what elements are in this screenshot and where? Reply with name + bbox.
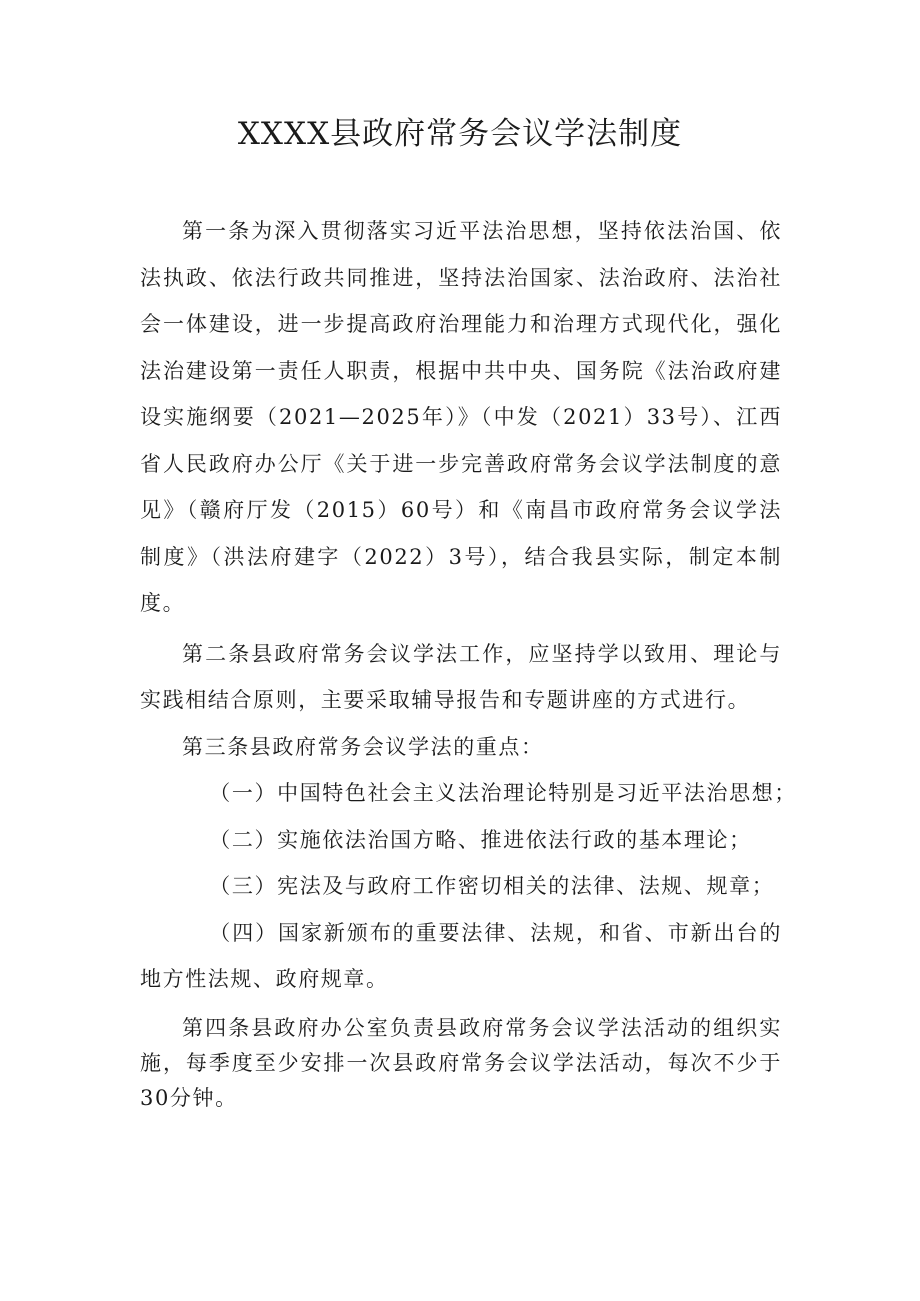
article-3: 第三条县政府常务会议学法的重点： (182, 734, 544, 759)
article-1: 第一条为深入贯彻落实习近平法治思想，坚持依法治国、依法执政、依法行政共同推进，坚持法治国家、法治政府、法治社会一体建设，进一步提高政府治理能力和治理方式现代化，强化法治建设第一责任人职责，根据中共中央、国务院《法治政府建设实施纲要（2021—2025年）》（中发（2021）33号）、江西省人民政府办公厅《关于进一步完善政府常务会议学法制度的意见》（赣府厅发（2015）60号）和《南昌市政府常务会议学法制度》（洪法府建字（2022）3号），结合我县实际，制定本制度。 (140, 219, 782, 615)
list-item-2: （二）实施依法治国方略、推进依法行政的基本理论； (209, 827, 752, 852)
list-item-4: （四）国家新颁布的重要法律、法规，和省、市新出台的地方性法规、政府规章。 (140, 920, 782, 991)
list-item-3: （三）宪法及与政府工作密切相关的法律、法规、规章； (209, 874, 775, 898)
document-body (140, 208, 797, 1116)
article-4: 第四条县政府办公室负责县政府常务会议学法活动的组织实施，每季度至少安排一次县政府常务会议学法活动，每次不少于30分钟。 (140, 1015, 782, 1110)
document-title: XXXX县政府常务会议学法制度 (237, 116, 683, 152)
list-item-1: （一）中国特色社会主义法治理论特别是习近平法治思想； (209, 781, 797, 805)
article-2: 第二条县政府常务会议学法工作，应坚持学以致用、理论与实践相结合原则，主要采取辅导报告和专题讲座的方式进行。 (140, 641, 782, 712)
